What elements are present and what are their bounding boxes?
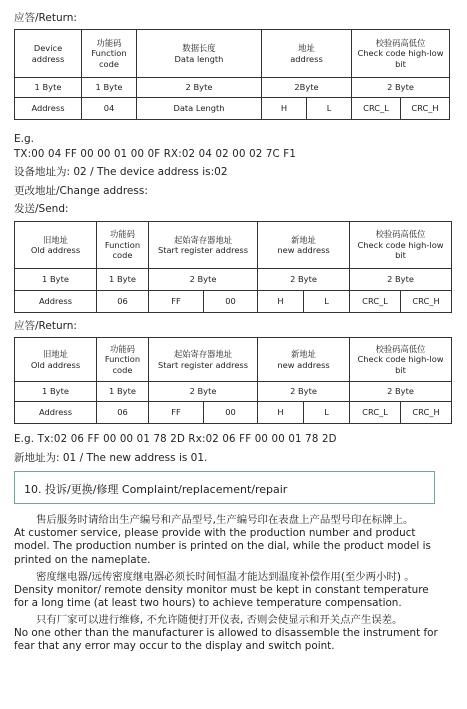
value-cell: Address <box>15 291 97 313</box>
size-cell: 1 Byte <box>82 78 137 98</box>
size-cell: 2 Byte <box>149 269 258 291</box>
size-cell: 2Byte <box>262 78 352 98</box>
value-cell: L <box>304 291 350 313</box>
col-new-address: 新地址 new address <box>258 338 350 382</box>
repair-cn: 只有厂家可以进行维修, 不允许随便打开仪表, 否则会使显示和开关点产生误差。 <box>36 614 403 626</box>
col-device-address: Device address <box>15 30 82 78</box>
send-label: 发送/Send: <box>14 203 69 215</box>
after-sales-en-2: model. The production number is printed on the dial, while the product model is <box>14 540 431 553</box>
send-frame-table <box>14 221 452 313</box>
value-cell: L <box>304 402 350 424</box>
size-cell: 2 Byte <box>352 78 450 98</box>
repair-paragraph <box>14 614 464 654</box>
value-cell: 06 <box>97 291 149 313</box>
after-sales-en-1: At customer service, please provide with the production number and product <box>14 527 416 540</box>
value-cell: CRC_L <box>352 98 401 120</box>
section-title: 10. 投诉/更换/修理 Complaint/replacement/repair <box>24 483 288 496</box>
temperature-cn: 密度继电器/远传密度继电器必须长时间恒温才能达到温度补偿作用(至少两小时) 。 <box>36 571 415 583</box>
col-function-code: 功能码 Function code <box>97 222 149 269</box>
value-cell: CRC_H <box>401 402 452 424</box>
col-check-code: 校验码高低位 Check code high-low bit <box>350 338 452 382</box>
value-cell: H <box>258 402 304 424</box>
value-cell: Data Length <box>137 98 262 120</box>
size-cell: 1 Byte <box>15 269 97 291</box>
col-old-address: 旧地址 Old address <box>15 222 97 269</box>
temperature-en-1: Density monitor/ remote density monitor must be kept in constant temperature <box>14 584 429 597</box>
size-cell: 2 Byte <box>258 269 350 291</box>
value-cell: 00 <box>204 402 258 424</box>
after-sales-en-3: printed on the nameplate. <box>14 553 151 566</box>
section-heading-box <box>14 471 435 504</box>
after-sales-cn: 售后服务时请给出生产编号和产品型号,生产编号印在表盘上产品型号印在标牌上。 <box>36 514 414 526</box>
return-frame-table <box>14 337 452 424</box>
value-cell: 04 <box>82 98 137 120</box>
repair-en-2: fear that any error may occur to the display and switch point. <box>14 640 335 653</box>
value-cell: CRC_H <box>401 98 450 120</box>
change-address-title: 更改地址/Change address: <box>14 185 148 197</box>
col-address: 地址 address <box>262 30 352 78</box>
response-frame-table <box>14 29 450 120</box>
value-cell: FF <box>149 402 204 424</box>
temperature-paragraph <box>14 571 464 611</box>
value-cell: L <box>307 98 352 120</box>
col-check-code: 校验码高低位 Check code high-low bit <box>352 30 450 78</box>
value-cell: 00 <box>204 291 258 313</box>
after-sales-paragraph <box>14 514 464 567</box>
size-cell: 2 Byte <box>137 78 262 98</box>
value-cell: CRC_L <box>350 402 401 424</box>
value-cell: CRC_H <box>401 291 452 313</box>
size-cell: 1 Byte <box>15 382 97 402</box>
temperature-en-2: for a long time (at least two hours) to achieve temperature compensation. <box>14 597 402 610</box>
value-cell: H <box>258 291 304 313</box>
size-cell: 1 Byte <box>97 382 149 402</box>
size-cell: 1 Byte <box>15 78 82 98</box>
repair-en-1: No one other than the manufacturer is allowed to disassemble the instrument for <box>14 627 438 640</box>
return-label: 应答/Return: <box>14 320 77 332</box>
size-cell: 2 Byte <box>350 382 452 402</box>
example2-result: 新地址为: 01 / The new address is 01. <box>14 452 208 464</box>
example-eg: E.g. <box>14 133 34 145</box>
value-cell: H <box>262 98 307 120</box>
col-function-code: 功能码 Function code <box>82 30 137 78</box>
example2-tx-rx: E.g. Tx:02 06 FF 00 00 01 78 2D Rx:02 06 FF 00 00 01 78 2D <box>14 434 337 445</box>
col-start-register: 起始寄存器地址 Start register address <box>149 222 258 269</box>
size-cell: 2 Byte <box>149 382 258 402</box>
value-cell: CRC_L <box>350 291 401 313</box>
example-result: 设备地址为: 02 / The device address is:02 <box>14 166 228 178</box>
size-cell: 1 Byte <box>97 269 149 291</box>
value-cell: 06 <box>97 402 149 424</box>
col-function-code: 功能码 Function code <box>97 338 149 382</box>
col-new-address: 新地址 new address <box>258 222 350 269</box>
col-start-register: 起始寄存器地址 Start register address <box>149 338 258 382</box>
example-tx-rx: TX:00 04 FF 00 00 01 00 0F RX:02 04 02 00 02 7C F1 <box>14 149 297 160</box>
size-cell: 2 Byte <box>350 269 452 291</box>
response-label: 应答/Return: <box>14 12 77 24</box>
value-cell: FF <box>149 291 204 313</box>
col-check-code: 校验码高低位 Check code high-low bit <box>350 222 452 269</box>
size-cell: 2 Byte <box>258 382 350 402</box>
value-cell: Address <box>15 98 82 120</box>
col-data-length: 数据长度 Data length <box>137 30 262 78</box>
value-cell: Address <box>15 402 97 424</box>
col-old-address: 旧地址 Old address <box>15 338 97 382</box>
